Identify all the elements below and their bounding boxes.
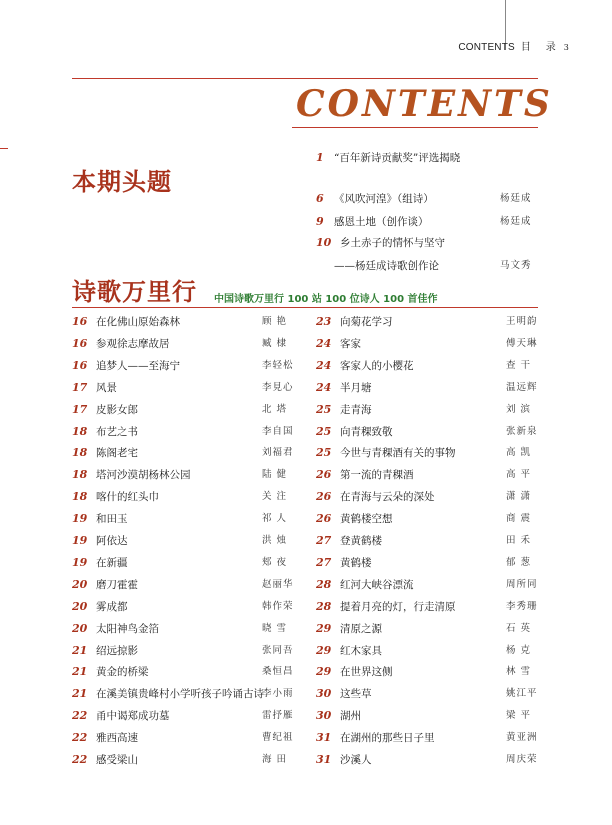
toc-author: 李見心 [262, 381, 294, 393]
toc-author: 李自国 [262, 425, 294, 437]
toc-page-number: 6 [316, 192, 324, 205]
toc-author: 雷抒雁 [262, 710, 294, 722]
toc-title: 在青海与云朵的深处 [340, 491, 435, 504]
toc-title: 绍远掠影 [96, 644, 138, 657]
toc-page-number: 27 [316, 534, 332, 547]
toc-author: 张新泉 [506, 425, 538, 437]
toc-author: 林 雪 [506, 666, 532, 678]
toc-title: 清原之源 [340, 622, 382, 635]
toc-author: 杨廷成 [500, 193, 532, 204]
toc-title: 走青海 [340, 403, 372, 416]
toc-title: 参观徐志摩故居 [96, 337, 170, 350]
toc-page-number: 26 [316, 512, 332, 526]
toc-page-number: 20 [72, 577, 88, 591]
toc-page-number: 23 [316, 315, 332, 328]
toc-title: 布艺之书 [96, 425, 138, 438]
toc-author: 张同吾 [262, 644, 294, 656]
toc-author: 祁 人 [262, 513, 288, 525]
toc-author: 臧 棣 [262, 337, 288, 349]
title-underline [292, 127, 538, 128]
toc-author: 商 震 [506, 513, 532, 525]
toc-title: 客家人的小樱花 [340, 359, 414, 372]
toc-page-number: 25 [316, 446, 332, 460]
toc-page-number: 31 [316, 731, 332, 745]
toc-title: 红河大峡谷漂流 [340, 578, 414, 591]
toc-page-number: 20 [72, 599, 88, 613]
toc-page-number: 26 [316, 490, 332, 504]
running-header-en: CONTENTS [458, 42, 515, 53]
toc-title: 阿依达 [96, 535, 128, 547]
toc-page-number: 16 [72, 315, 88, 328]
toc-title: 乡土赤子的情怀与坚守 [340, 237, 445, 249]
toc-page-number: 18 [72, 446, 88, 460]
toc-author: 王明韵 [506, 316, 538, 327]
toc-title: 沙溪人 [340, 754, 372, 766]
toc-title: 磨刀霍霍 [96, 578, 138, 591]
toc-title: 向菊花学习 [340, 316, 393, 328]
toc-title: 黄鹤楼 [340, 556, 372, 569]
toc-title: 感受梁山 [96, 754, 138, 766]
toc-title: 风景 [96, 381, 117, 394]
toc-page-number: 1 [316, 151, 324, 164]
toc-page-number: 29 [316, 643, 332, 657]
toc-author: 赵丽华 [262, 578, 294, 590]
toc-title: 登黄鹤楼 [340, 535, 382, 547]
toc-page-number: 28 [316, 577, 332, 591]
toc-page-number: 31 [316, 753, 332, 766]
toc-page-number: 27 [316, 555, 332, 569]
toc-page-number: 9 [316, 215, 324, 228]
toc-author: 李秀珊 [506, 600, 538, 612]
toc-page-number: 26 [316, 468, 332, 482]
toc-author: 石 英 [506, 622, 532, 634]
toc-author: 刘福君 [262, 447, 294, 459]
toc-page-number: 16 [72, 336, 88, 350]
toc-author: 海 田 [262, 754, 288, 765]
toc-page-number: 28 [316, 599, 332, 613]
toc-author: 周庆荣 [506, 754, 538, 765]
top-rule [72, 78, 538, 79]
toc-page-number: 25 [316, 424, 332, 438]
toc-page-number: 24 [316, 380, 332, 394]
toc-author: 晓 雪 [262, 622, 288, 634]
toc-page-number: 22 [72, 709, 88, 723]
toc-title: 第一流的青稞酒 [340, 469, 414, 482]
toc-author: 杨廷成 [500, 216, 532, 227]
toc-title: 陈阁老宅 [96, 447, 138, 460]
toc-page-number: 22 [72, 731, 88, 745]
section-title-headline: 本期头题 [72, 168, 172, 196]
toc-author: 陆 健 [262, 469, 288, 481]
toc-title: 皮影女郎 [96, 403, 138, 416]
toc-title: 《风吹河湟》（组诗） [334, 193, 434, 205]
toc-title: 和田玉 [96, 513, 128, 526]
toc-page-number: 17 [72, 380, 88, 394]
toc-title: 半月塘 [340, 381, 372, 394]
toc-page-number: 22 [72, 753, 88, 766]
toc-page-number: 19 [72, 534, 88, 547]
section-rule [72, 307, 538, 308]
toc-title: 在湖州的那些日子里 [340, 732, 435, 745]
toc-author: 梁 平 [506, 710, 532, 722]
toc-page-number: 30 [316, 687, 332, 701]
toc-page-number: 17 [72, 402, 88, 416]
running-header [458, 38, 569, 53]
toc-page-number: 29 [316, 665, 332, 679]
toc-title: 喀什的红头巾 [96, 491, 159, 504]
toc-author: 傅天琳 [506, 337, 538, 349]
toc-author: 郁 葱 [506, 556, 532, 568]
toc-author: 洪 烛 [262, 535, 288, 546]
toc-page-number: 16 [72, 358, 88, 372]
toc-author: 高 平 [506, 469, 532, 481]
toc-page-number: 24 [316, 358, 332, 372]
toc-author: 李小雨 [262, 688, 294, 700]
toc-author: 北 塔 [262, 403, 288, 415]
toc-page-number: 21 [72, 643, 88, 657]
toc-author: 姚江平 [506, 688, 538, 700]
toc-page-number: 10 [316, 236, 332, 249]
section-title-poetry: 诗歌万里行 [72, 278, 197, 306]
toc-author: 田 禾 [506, 535, 532, 546]
toc-title: 在世界这侧 [340, 666, 393, 679]
toc-page-number: 25 [316, 402, 332, 416]
toc-title: 这些草 [340, 688, 372, 701]
toc-title: 客家 [340, 337, 361, 350]
toc-author: 李轻松 [262, 359, 294, 371]
toc-title: 在化佛山原始森林 [96, 316, 180, 328]
toc-title: 黄鹤楼空想 [340, 513, 393, 526]
toc-page-number: 19 [72, 555, 88, 569]
toc-author: 顾 艳 [262, 316, 288, 327]
toc-page-number: 18 [72, 490, 88, 504]
toc-author: 周所同 [506, 578, 538, 590]
toc-author: 潇 潇 [506, 491, 532, 503]
toc-title: 塔河沙漠胡杨林公园 [96, 469, 191, 482]
toc-title: ——杨廷成诗歌创作论 [334, 260, 439, 272]
toc-title: 太阳神鸟金箔 [96, 622, 159, 635]
toc-author: 高 凯 [506, 447, 532, 459]
toc-page-number: 19 [72, 512, 88, 526]
toc-title: 追梦人——至海宁 [96, 359, 180, 372]
toc-title: 感恩土地（创作谈） [334, 216, 429, 228]
toc-title: 雾成都 [96, 600, 128, 613]
page-number: 3 [563, 43, 569, 52]
toc-author: 温远辉 [506, 381, 538, 393]
toc-page-number: 24 [316, 336, 332, 350]
toc-page-number: 18 [72, 424, 88, 438]
toc-author: 查 干 [506, 359, 532, 371]
section-subtitle: 中国诗歌万里行 100 站 100 位诗人 100 首佳作 [214, 294, 438, 305]
toc-title: 湖州 [340, 710, 361, 723]
running-header-zh: 目 录 [520, 42, 562, 53]
contents-title: CONTENTS [296, 83, 553, 125]
toc-author: 刘 滨 [506, 403, 532, 415]
toc-author: 韩作荣 [262, 600, 294, 612]
toc-page-number: 21 [72, 687, 88, 701]
toc-title: 甬中谒郑成功墓 [96, 710, 170, 723]
toc-title: 雅西高速 [96, 732, 138, 745]
toc-title: “百年新诗贡献奖”评选揭晓 [334, 152, 461, 164]
toc-page-number: 29 [316, 621, 332, 635]
toc-title: 今世与青稞酒有关的事物 [340, 447, 456, 460]
toc-author: 马文秀 [500, 260, 532, 271]
toc-title: 黄金的桥梁 [96, 666, 149, 679]
toc-page-number: 20 [72, 621, 88, 635]
toc-author: 郏 夜 [262, 556, 288, 568]
toc-page-number: 18 [72, 468, 88, 482]
toc-title: 在溪美镇贵峰村小学听孩子吟诵古诗 [96, 688, 264, 701]
toc-title: 提着月亮的灯，行走清原 [340, 600, 456, 613]
toc-page-number: 30 [316, 709, 332, 723]
toc-title: 红木家具 [340, 644, 382, 657]
toc-page-number: 21 [72, 665, 88, 679]
margin-tick [0, 148, 8, 149]
toc-author: 桑恒昌 [262, 666, 294, 678]
toc-title: 在新疆 [96, 556, 128, 569]
toc-author: 曹纪祖 [262, 732, 294, 744]
toc-author: 杨 克 [506, 644, 532, 656]
toc-author: 关 注 [262, 491, 288, 503]
toc-title: 向青稞致敬 [340, 425, 393, 438]
toc-author: 黄亚洲 [506, 732, 538, 744]
